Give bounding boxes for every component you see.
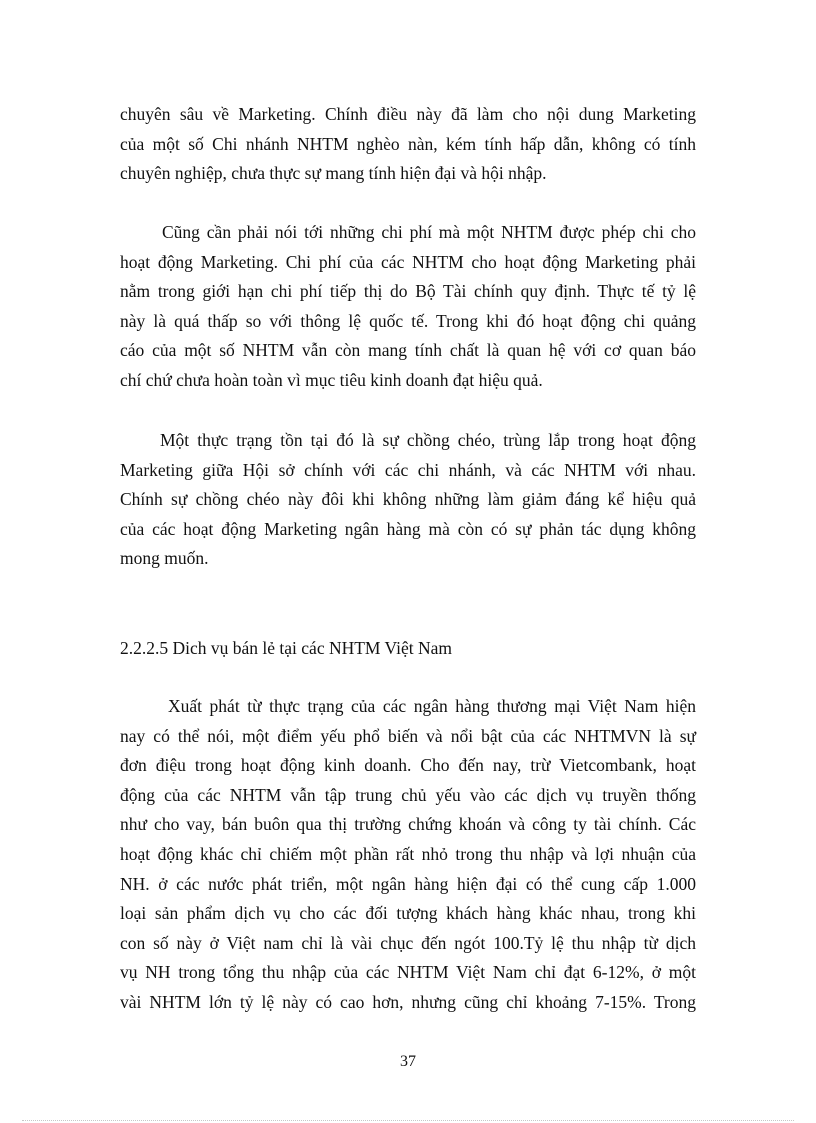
paragraph-marketing-depth (120, 100, 696, 189)
paragraph-retail-services (120, 692, 696, 1018)
page-bottom-divider (22, 1120, 794, 1121)
text-line: loại sản phẩm dịch vụ cho các đối tượng khách hàng khác nhau, trong khi (120, 903, 696, 924)
text-line: Marketing giữa Hội sở chính với các chi nhánh, và các NHTM với nhau. (120, 459, 696, 480)
text-line: mong muốn. (120, 548, 209, 569)
text-line: như cho vay, bán buôn qua thị trường chứng khoán và công ty tài chính. Các (120, 814, 696, 835)
text-line: đơn điệu trong hoạt động kinh doanh. Cho đến nay, trừ Vietcombank, hoạt (120, 755, 696, 776)
text-line: nằm trong giới hạn chi phí tiếp thị do Bộ Tài chính quy định. Thực tế tỷ lệ (120, 281, 696, 302)
text-line: Chính sự chồng chéo này đôi khi không những làm giảm đáng kể hiệu quả (120, 489, 696, 510)
text-line: chuyên nghiệp, chưa thực sự mang tính hiện đại và hội nhập. (120, 163, 547, 184)
text-line: NH. ở các nước phát triển, một ngân hàng hiện đại có thể cung cấp 1.000 (120, 873, 696, 894)
section-heading: 2.2.2.5 Dich vụ bán lẻ tại các NHTM Việt Nam (120, 638, 453, 658)
paragraph-marketing-costs (120, 218, 696, 396)
text-line: cáo của một số NHTM vẫn còn mang tính chất là quan hệ với cơ quan báo (120, 340, 696, 361)
page-number: 37 (400, 1053, 416, 1070)
text-line: chí chứ chưa hoàn toàn vì mục tiêu kinh doanh đạt hiệu quả. (120, 369, 543, 390)
text-line: hoạt động khác chỉ chiếm một phần rất nhỏ trong thu nhập và lợi nhuận của (120, 843, 696, 864)
text-line: vụ NH trong tổng thu nhập của các NHTM Việt Nam chỉ đạt 6-12%, ở một (120, 962, 696, 983)
text-line: của một số Chi nhánh NHTM nghèo nàn, kém tính hấp dẫn, không có tính (120, 133, 696, 154)
text-line: Một thực trạng tồn tại đó là sự chồng chéo, trùng lắp trong hoạt động (160, 430, 696, 450)
text-line: của các hoạt động Marketing ngân hàng mà còn có sự phản tác dụng không (120, 518, 696, 539)
paragraph-overlap (120, 426, 696, 574)
text-line: con số này ở Việt nam chỉ là vài chục đến ngót 100.Tỷ lệ thu nhập từ dịch (120, 932, 696, 953)
text-line: động của các NHTM vẫn tập trung chủ yếu vào các dịch vụ truyền thống (120, 784, 696, 805)
text-line: Xuất phát từ thực trạng của các ngân hàng thương mại Việt Nam hiện (168, 696, 696, 716)
text-line: này là quá thấp so với thông lệ quốc tế. Trong khi đó hoạt động chi quảng (120, 310, 696, 331)
text-line: nay có thể nói, một điểm yếu phổ biến và nổi bật của các NHTMVN là sự (120, 725, 696, 746)
text-line: vài NHTM lớn tỷ lệ này có cao hơn, nhưng cũng chỉ khoảng 7-15%. Trong (120, 991, 696, 1012)
text-line: Cũng cần phải nói tới những chi phí mà một NHTM được phép chi cho (162, 222, 696, 242)
text-line: chuyên sâu về Marketing. Chính điều này đã làm cho nội dung Marketing (120, 104, 696, 124)
text-line: hoạt động Marketing. Chi phí của các NHTM cho hoạt động Marketing phải (120, 251, 696, 272)
